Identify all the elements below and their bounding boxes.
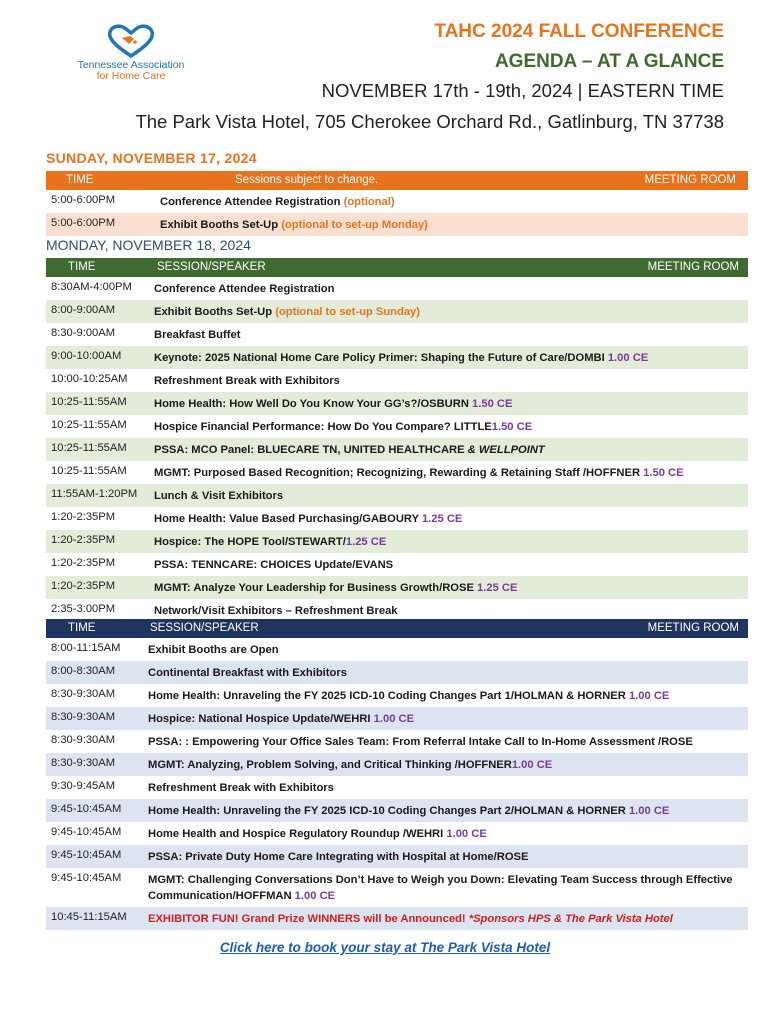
optional-note: (optional to set-up Monday): [278, 219, 428, 231]
ce-credit: 1.00 CE: [443, 828, 487, 840]
session-title: [46, 392, 748, 415]
session-time: 9:30-9:45AM: [51, 780, 116, 792]
agenda-row: [46, 415, 748, 438]
agenda-row: [46, 684, 748, 707]
session-text: PSSA: TENNCARE: CHOICES Update/EVANS: [154, 559, 394, 571]
session-time: 10:45-11:15AM: [51, 911, 127, 923]
agenda-row: [46, 553, 748, 576]
monday-header-bar: [46, 258, 748, 277]
session-title: [46, 707, 748, 730]
ce-credit: 1.00 CE: [625, 805, 670, 817]
agenda-row: [46, 753, 748, 776]
col-room: MEETING ROOM: [647, 261, 739, 273]
col-room: MEETING ROOM: [647, 622, 739, 634]
agenda-row: [46, 776, 748, 799]
session-title: [46, 461, 748, 484]
session-time: 10:25-11:55AM: [51, 465, 127, 477]
monday-heading: MONDAY, NOVEMBER 18, 2024: [46, 237, 251, 253]
session-text: Hospice: The HOPE Tool/STEWART/: [154, 536, 346, 548]
session-text: PSSA: MCO Panel: BLUECARE TN, UNITED HEALTHCARE: [154, 444, 465, 456]
session-time: 8:30-9:30AM: [51, 734, 116, 746]
sponsors-note: *Sponsors HPS & The Park Vista Hotel: [468, 913, 673, 925]
session-time: 8:00-11:15AM: [51, 642, 121, 654]
col-session: SESSION/SPEAKER: [150, 622, 259, 634]
ce-credit: 1.00 CE: [370, 713, 415, 725]
monday-table: [46, 258, 748, 622]
session-title: [46, 730, 748, 753]
session-time: 8:30-9:00AM: [51, 327, 116, 339]
session-title: [46, 213, 748, 236]
page-subtitle: AGENDA – AT A GLANCE: [494, 51, 724, 72]
exhibitor-announcement: EXHIBITOR FUN! Grand Prize WINNERS will be Announced!: [148, 913, 469, 925]
agenda-row: [46, 799, 748, 822]
agenda-row: [46, 576, 748, 599]
session-text: PSSA: : Empowering Your Office Sales Team: From Referral Intake Call to In-Home Assessment /ROSE: [148, 736, 693, 748]
optional-note: (optional): [340, 196, 395, 208]
session-text: Exhibit Booths Set-Up: [154, 306, 273, 318]
agenda-row: [46, 530, 748, 553]
col-session: SESSION/SPEAKER: [157, 261, 266, 273]
session-time: 9:45-10:45AM: [51, 849, 122, 861]
ce-credit: 1.25 CE: [418, 513, 463, 525]
session-time: 9:45-10:45AM: [51, 803, 122, 815]
session-title: [46, 776, 748, 799]
session-title: [46, 190, 748, 213]
session-title: [46, 553, 748, 576]
session-time: 10:25-11:55AM: [51, 442, 127, 454]
session-time: 1:20-2:35PM: [51, 534, 116, 546]
session-title: [46, 868, 748, 907]
session-title: [46, 576, 748, 599]
agenda-row: [46, 845, 748, 868]
session-title: [46, 484, 748, 507]
agenda-row: [46, 438, 748, 461]
session-title: [46, 753, 748, 776]
agenda-row: [46, 707, 748, 730]
session-title: [46, 415, 748, 438]
agenda-row: [46, 213, 748, 236]
session-text: Refreshment Break with Exhibitors: [148, 782, 334, 794]
ce-credit: 1.50 CE: [491, 421, 533, 433]
agenda-row: [46, 868, 748, 907]
agenda-row: [46, 907, 748, 930]
session-time: 8:00-9:00AM: [51, 304, 116, 316]
ce-credit: 1.50 CE: [640, 467, 684, 479]
session-title: [46, 661, 748, 684]
session-time: 5:00-6:00PM: [51, 217, 116, 229]
ce-credit: 1.00 CE: [625, 690, 670, 702]
session-title: [46, 822, 748, 845]
session-text: Keynote: 2025 National Home Care Policy Primer: Shaping the Future of Care/DOMBI: [154, 352, 605, 364]
session-text: Exhibit Booths are Open: [148, 644, 279, 656]
heart-map-icon: [106, 24, 156, 58]
venue-address: The Park Vista Hotel, 705 Cherokee Orchard Rd., Gatlinburg, TN 37738: [135, 111, 724, 132]
ce-credit: 1.50 CE: [468, 398, 513, 410]
session-time: 10:25-11:55AM: [51, 396, 127, 408]
ce-credit: 1.25 CE: [345, 536, 387, 548]
sunday-table: [46, 171, 748, 236]
conference-dates: NOVEMBER 17th - 19th, 2024 | EASTERN TIME: [321, 80, 724, 101]
agenda-row: [46, 392, 748, 415]
session-time: 5:00-6:00PM: [51, 194, 116, 206]
col-time: TIME: [68, 261, 96, 273]
agenda-row: [46, 507, 748, 530]
ce-credit: 1.25 CE: [473, 582, 518, 594]
session-time: 1:20-2:35PM: [51, 557, 116, 569]
session-time: 9:00-10:00AM: [51, 350, 122, 362]
session-text: MGMT: Challenging Conversations Don’t Have to Weigh you Down: Elevating Team Success through Effective Communication/HOFFMAN: [148, 874, 733, 902]
session-time: 8:30-9:30AM: [51, 757, 116, 769]
agenda-row: [46, 277, 748, 300]
session-title: [46, 346, 748, 369]
session-time: 8:30AM-4:00PM: [51, 281, 132, 293]
agenda-row: [46, 730, 748, 753]
col-session-note: Sessions subject to change.: [235, 174, 379, 186]
session-text: Lunch & Visit Exhibitors: [154, 490, 284, 502]
session-text: Breakfast Buffet: [154, 329, 241, 341]
session-time: 2:35-3:00PM: [51, 603, 116, 615]
org-name-line1: Tennessee Association: [77, 59, 185, 71]
session-text: Conference Attendee Registration: [160, 196, 341, 208]
agenda-row: [46, 484, 748, 507]
session-time: 10:00-10:25AM: [51, 373, 128, 385]
session-text: MGMT: Analyze Your Leadership for Business Growth/ROSE: [154, 582, 474, 594]
session-text: Home Health: Unraveling the FY 2025 ICD-10 Coding Changes Part 2/HOLMAN & HORNER: [148, 805, 626, 817]
ce-credit: 1.00 CE: [511, 759, 553, 771]
agenda-row: [46, 300, 748, 323]
tahc-logo: [66, 24, 196, 88]
session-title: [46, 507, 748, 530]
agenda-row: [46, 190, 748, 213]
agenda-row: [46, 323, 748, 346]
session-time: 8:30-9:30AM: [51, 711, 116, 723]
tuesday-table: [46, 619, 748, 930]
session-title: [46, 438, 748, 461]
session-time: 10:25-11:55AM: [51, 419, 127, 431]
session-text: Conference Attendee Registration: [154, 283, 335, 295]
session-title: [46, 323, 748, 346]
session-time: 9:45-10:45AM: [51, 826, 122, 838]
session-time: 11:55AM-1:20PM: [51, 488, 138, 500]
ce-credit: 1.00 CE: [604, 352, 649, 364]
tuesday-header-bar: [46, 619, 748, 638]
book-hotel-link[interactable]: Click here to book your stay at The Park Vista Hotel: [219, 940, 551, 955]
session-text: Network/Visit Exhibitors – Refreshment Break: [154, 605, 398, 617]
session-title: [46, 530, 748, 553]
session-text: PSSA: Private Duty Home Care Integrating with Hospital at Home/ROSE: [148, 851, 529, 863]
agenda-row: [46, 346, 748, 369]
sunday-heading: SUNDAY, NOVEMBER 17, 2024: [46, 150, 257, 166]
col-time: TIME: [68, 622, 96, 634]
session-time: 8:00-8:30AM: [51, 665, 116, 677]
session-time: 9:45-10:45AM: [51, 872, 122, 884]
agenda-row: [46, 638, 748, 661]
session-text: Hospice: National Hospice Update/WEHRI: [148, 713, 371, 725]
session-title: [46, 369, 748, 392]
session-time: 1:20-2:35PM: [51, 580, 116, 592]
ce-credit: 1.00 CE: [291, 890, 336, 902]
session-text: Home Health: Unraveling the FY 2025 ICD-10 Coding Changes Part 1/HOLMAN & HORNER: [148, 690, 626, 702]
agenda-row: [46, 369, 748, 392]
session-title: [46, 799, 748, 822]
session-time: 1:20-2:35PM: [51, 511, 116, 523]
session-text: Exhibit Booths Set-Up: [160, 219, 279, 231]
session-text: Hospice Financial Performance: How Do You Compare? LITTLE: [154, 421, 492, 433]
session-text: MGMT: Purposed Based Recognition; Recognizing, Rewarding & Retaining Staff /HOFFNER: [154, 467, 641, 479]
session-text: MGMT: Analyzing, Problem Solving, and Critical Thinking /HOFFNER: [148, 759, 512, 771]
page-title: TAHC 2024 FALL CONFERENCE: [434, 21, 724, 42]
session-text: Home Health: Value Based Purchasing/GABOURY: [154, 513, 419, 525]
org-name-line2: for Home Care: [96, 70, 166, 82]
agenda-row: [46, 461, 748, 484]
session-text-italic: & WELLPOINT: [464, 444, 545, 456]
agenda-row: [46, 822, 748, 845]
session-time: 8:30-9:30AM: [51, 688, 116, 700]
book-hotel-link-wrap: [0, 939, 770, 957]
session-text: Home Health and Hospice Regulatory Roundup /WEHRI: [148, 828, 444, 840]
session-title: [46, 845, 748, 868]
session-text: Continental Breakfast with Exhibitors: [148, 667, 347, 679]
sunday-header-bar: [46, 171, 748, 190]
session-text: Home Health: How Well Do You Know Your GG’s?/OSBURN: [154, 398, 469, 410]
agenda-row: [46, 661, 748, 684]
session-title: [46, 277, 748, 300]
session-text: Refreshment Break with Exhibitors: [154, 375, 340, 387]
session-title: [46, 638, 748, 661]
session-title: [46, 684, 748, 707]
session-title: [46, 907, 748, 930]
col-time: TIME: [66, 174, 94, 186]
col-room: MEETING ROOM: [644, 174, 736, 186]
session-title: [46, 300, 748, 323]
optional-note: (optional to set-up Sunday): [272, 306, 421, 318]
